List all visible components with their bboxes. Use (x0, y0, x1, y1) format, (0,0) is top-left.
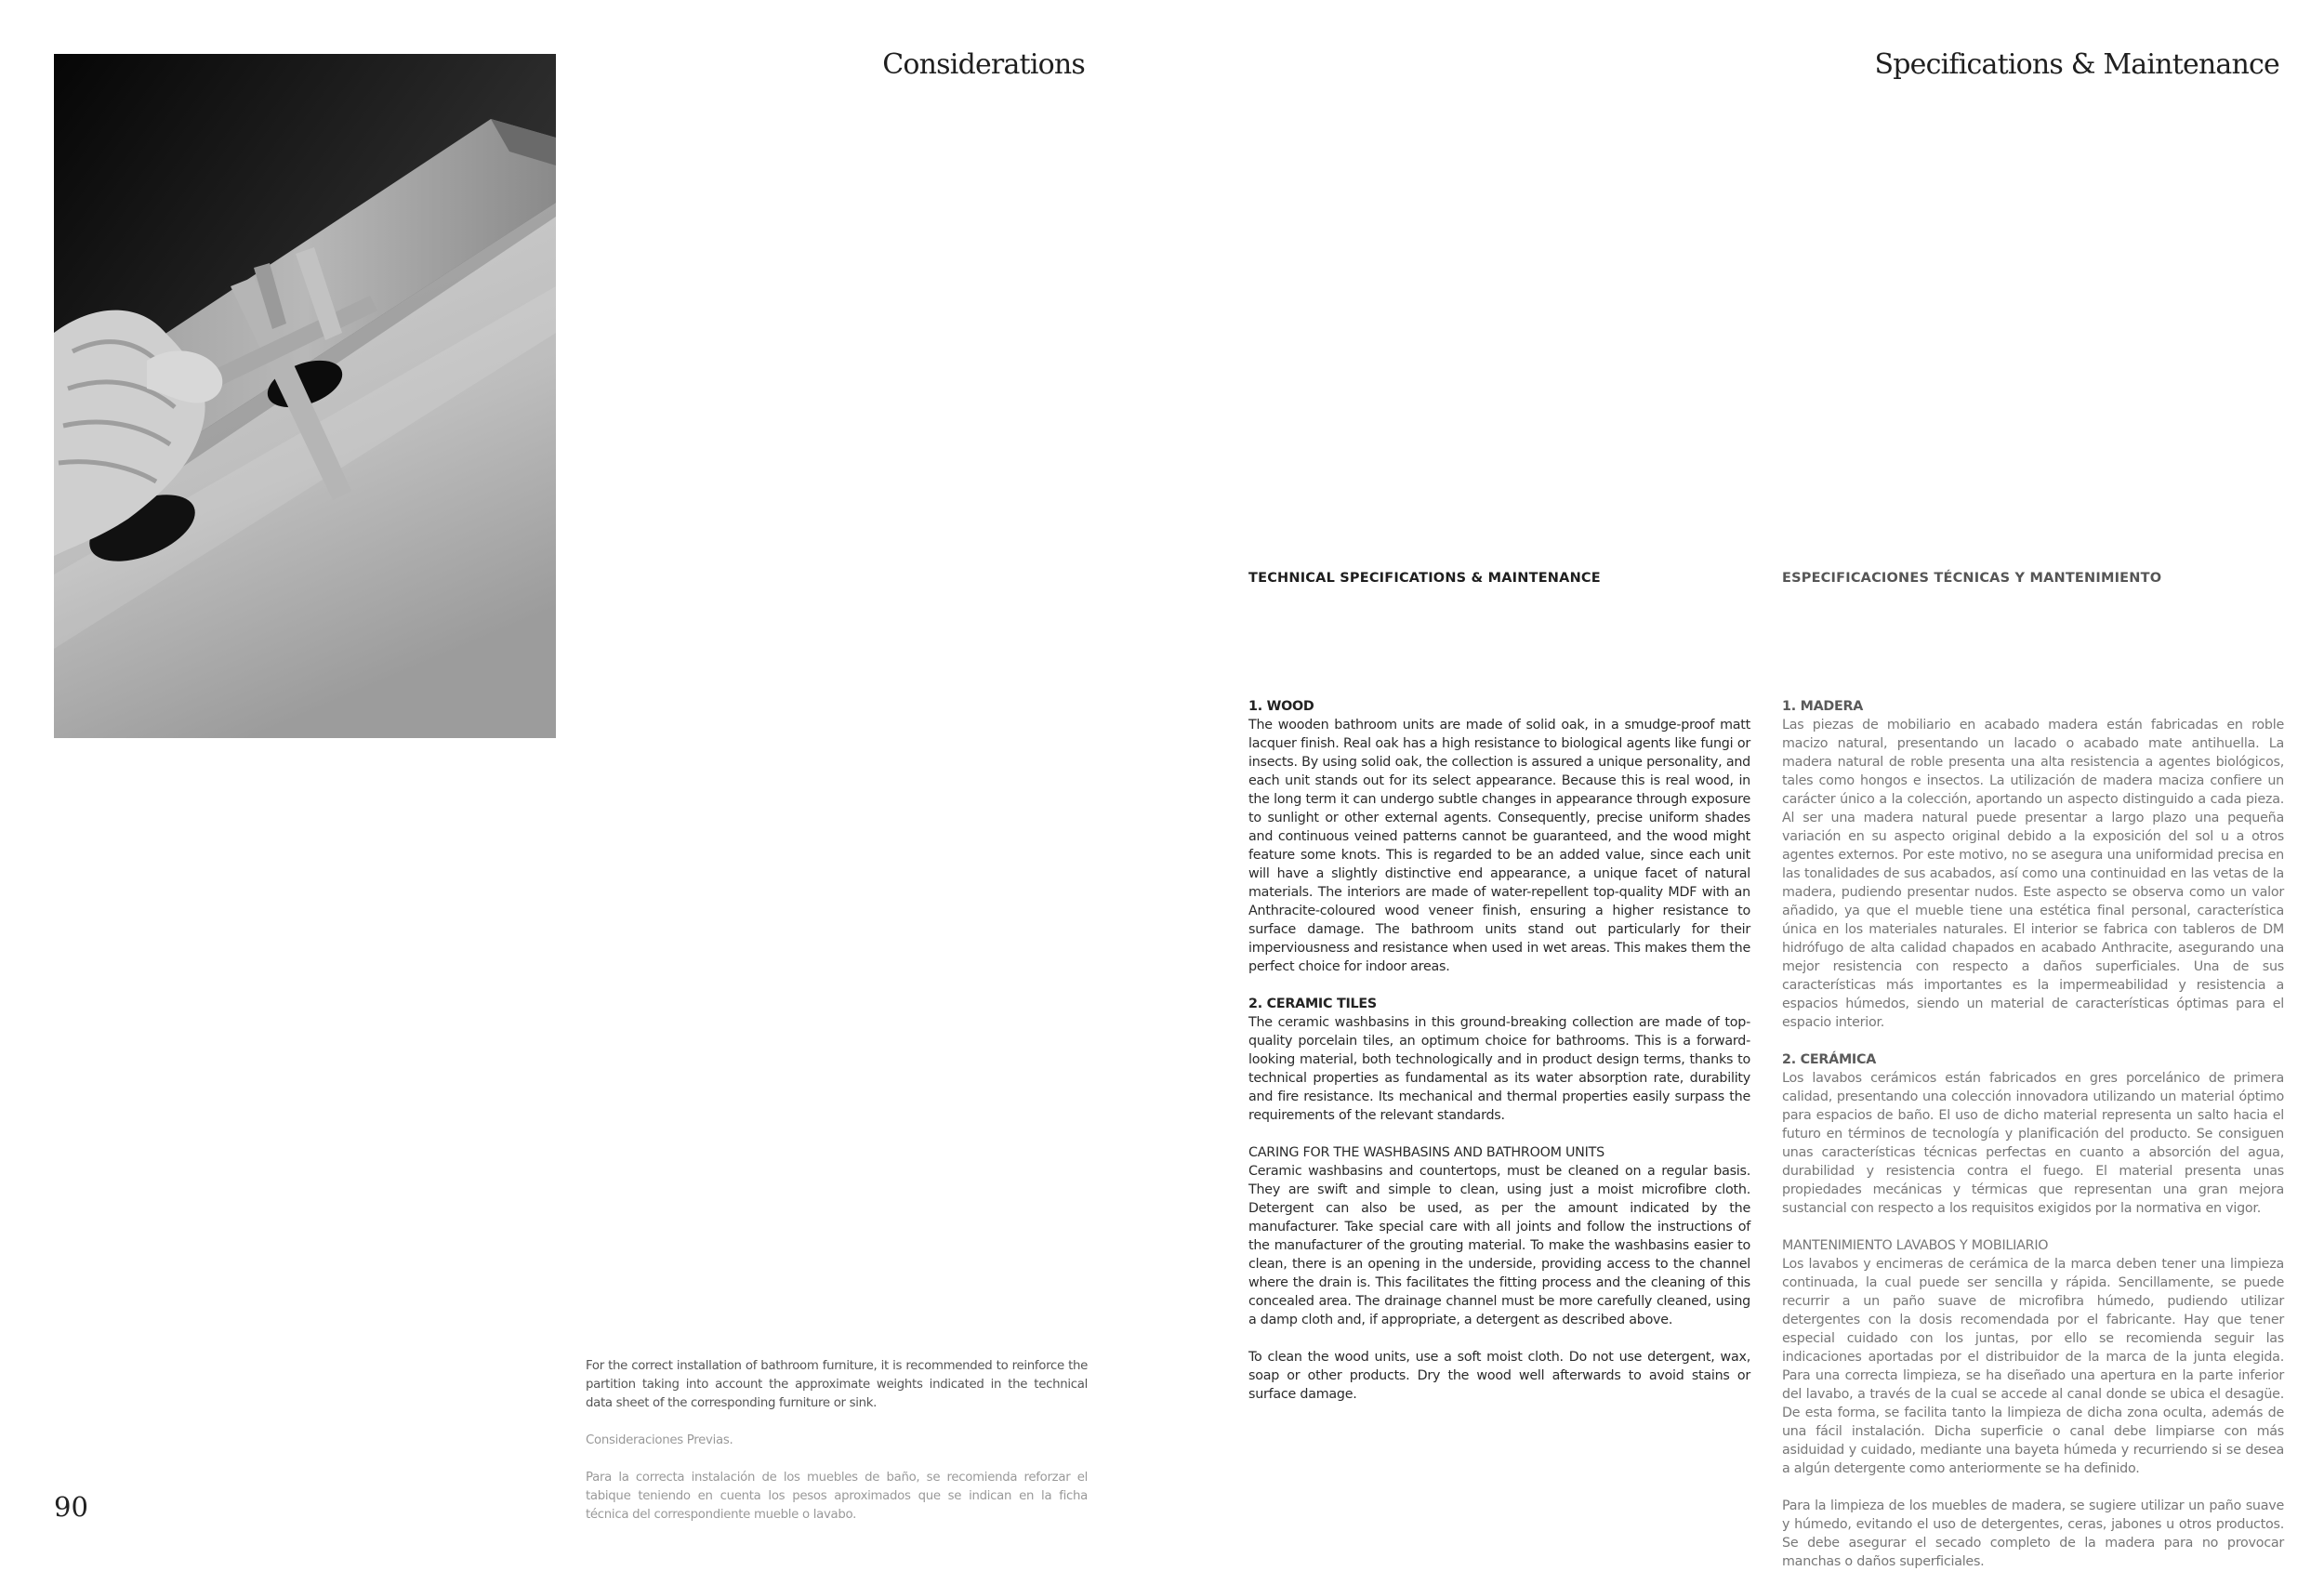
note-installation-en: For the correct installation of bathroom furniture, it is recommended to reinforce the partition taking into account the approximate weights indicated in the technical data sheet of the corresponding furniture or sink. (586, 1359, 1088, 1410)
page-title-specifications: Specifications & Maintenance (1874, 48, 2279, 81)
section-title-mantenimiento: MANTENIMIENTO LAVABOS Y MOBILIARIO (1782, 1238, 2049, 1253)
section-title-wood: 1. WOOD (1248, 699, 1314, 714)
page-number: 90 (54, 1491, 88, 1523)
paragraph-mantenimiento: Los lavabos y encimeras de cerámica de la marca deben tener una limpieza continuada, la cual puede ser sencilla y rápida. Sencillamente, se puede recurrir a un paño suave de microfibra húmedo, pudiendo utilizar detergentes con la dosis recomendada por el fabricante. Hay que tener especial cuidado con los juntas, por ello se recomienda seguir las indicaciones aportadas por el distribuidor de la marca de la junta elegida. Para una correcta limpieza, se ha diseñado una apertura en la parte inferior del lavabo, a través de la cual se accede al canal donde se ubica el desagüe. De esta forma, se facilita tanto la limpieza de dicha zona oculta, además de una fácil instalación. Dicha superficie o canal debe limpiarse con más asiduidad y cuidado, mediante una bayeta húmeda y recurriendo si se desea a algún detergente como anteriormente se ha definido. (1782, 1257, 2284, 1476)
photo-illustration (54, 54, 556, 738)
paragraph-ceramic: The ceramic washbasins in this ground-breaking collection are made of top-quality porcelain tiles, an optimum choice for bathrooms. This is a forward-looking material, both technologically and in product design terms, thanks to technical properties as fundamental as its water absorption rate, durability and fire resistance. Its mechanical and thermal properties easily surpass the requirements of the relevant standards. (1248, 1015, 1750, 1123)
considerations-notes (586, 1357, 1088, 1525)
paragraph-ceramica: Los lavabos cerámicos están fabricados en gres porcelánico de primera calidad, presentando una colección innovadora utilizando un material óptimo para espacios de baño. El uso de dicho material representa un salto hacia el futuro en términos de tecnología y planificación del producto. Se consiguen unas características técnicas perfectas en cuanto a absorción del agua, durabilidad y resistencia contra el fuego. El material presenta unas propiedades mecánicas y térmicas que representan una gran mejora sustancial con respecto a los requisitos exigidos por la normativa en vigor. (1782, 1071, 2284, 1216)
paragraph-madera: Las piezas de mobiliario en acabado madera están fabricadas en roble macizo natural, presentando un lacado o acabado mate antihuella. La madera natural de roble presenta una alta resistencia a agentes biológicos, tales como hongos e insectos. La utilización de madera maciza confiere un carácter único a la colección, aportando un aspecto distinguido a cada pieza. Al ser una madera natural puede presentar a largo plazo una pequeña variación en su aspecto original debido a la exposición del sol u a otros agentes externos. Por este motivo, no se asegura una uniformidad precisa en las tonalidades de sus acabados, así como una continuidad en las vetas de la madera, pudiendo presentar nudos. Este aspecto se observa como un valor añadido, ya que el mueble tiene una estética final personal, característica única en los materiales naturales. El interior se fabrica con tableros de DM hidrófugo de alta calidad chapados en acabado Anthracite, asegurando una mejor resistencia con respecto a daños superficiales. Una de sus características más importantes es la impermeabilidad y resistencia a espacios húmedos, siendo un material de características óptimas para el espacio interior. (1782, 718, 2284, 1030)
section-title-ceramic: 2. CERAMIC TILES (1248, 997, 1377, 1011)
section-title-ceramica: 2. CERÁMICA (1782, 1052, 1877, 1067)
note-title-es: Consideraciones Previas. (586, 1433, 733, 1447)
heading-especificaciones: ESPECIFICACIONES TÉCNICAS Y MANTENIMIENTO (1782, 571, 2162, 586)
section-title-caring: CARING FOR THE WASHBASINS AND BATHROOM UNITS (1248, 1145, 1604, 1160)
column-spanish (1782, 697, 2284, 1571)
note-installation-es: Para la correcta instalación de los muebles de baño, se recomienda reforzar el tabique teniendo en cuenta los pesos aproximados que se indican en la ficha técnica del correspondiente mueble o lavabo. (586, 1471, 1088, 1522)
paragraph-wood-care: To clean the wood units, use a soft moist cloth. Do not use detergent, wax, soap or other products. Dry the wood well afterwards to avoid stains or surface damage. (1248, 1350, 1750, 1402)
paragraph-wood: The wooden bathroom units are made of solid oak, in a smudge-proof matt lacquer finish. Real oak has a high resistance to biological agents like fungi or insects. By using solid oak, the collection is assured a unique personality, and each unit stands out for its select appearance. Because this is real wood, in the long term it can undergo subtle changes in appearance through exposure to sunlight or other external agents. Consequently, precise uniform shades and continuous veined patterns cannot be guaranteed, and the wood might feature some knots. This is regarded to be an added value, since each unit will have a slightly distinctive end appearance, a unique facet of natural materials. The interiors are made of water-repellent top-quality MDF with an Anthracite-coloured wood veneer finish, ensuring a higher resistance to surface damage. The bathroom units stand out particularly for their imperviousness and resistance when used in wet areas. This makes them the perfect choice for indoor areas. (1248, 718, 1750, 974)
heading-technical-specifications: TECHNICAL SPECIFICATIONS & MAINTENANCE (1248, 571, 1601, 586)
photo-washbasin-calipers (54, 54, 556, 738)
paragraph-limpieza-madera: Para la limpieza de los muebles de madera, se sugiere utilizar un paño suave y húmedo, evitando el uso de detergentes, ceras, jabones u otros productos. Se debe asegurar el secado completo de la madera para no provocar manchas o daños superficiales. (1782, 1498, 2284, 1569)
column-english (1248, 697, 1750, 1404)
paragraph-caring: Ceramic washbasins and countertops, must be cleaned on a regular basis. They are swift and simple to clean, using just a moist microfibre cloth. Detergent can also be used, as per the amount indicated by the manufacturer. Take special care with all joints and follow the instructions of the manufacturer of the grouting material. To make the washbasins easier to clean, there is an opening in the underside, providing access to the channel where the drain is. This facilitates the fitting process and the cleaning of this concealed area. The drainage channel must be more carefully cleaned, using a damp cloth and, if appropriate, a detergent as described above. (1248, 1164, 1750, 1327)
page-title-considerations: Considerations (882, 48, 1085, 81)
section-title-madera: 1. MADERA (1782, 699, 1864, 714)
